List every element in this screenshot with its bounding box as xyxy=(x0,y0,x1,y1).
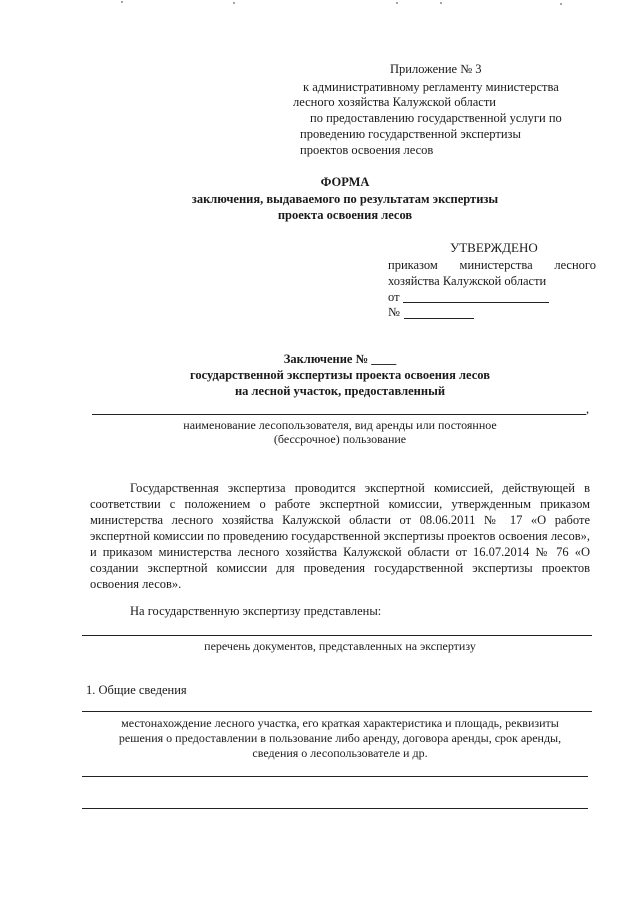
approval-date-field[interactable] xyxy=(403,302,549,303)
licensee-caption: (бессрочное) пользование xyxy=(273,432,407,446)
approval-word: лесного xyxy=(554,258,596,272)
licensee-comma: , xyxy=(586,402,590,416)
conclusion-subtitle: на лесной участок, предоставленный xyxy=(234,384,446,398)
form-subtitle: проекта освоения лесов xyxy=(277,208,413,222)
approval-date-label: от xyxy=(388,290,400,304)
form-title: ФОРМА xyxy=(320,175,370,189)
appendix-line: проведению государственной экспертизы xyxy=(300,127,521,141)
general-info-caption: местонахождение лесного участка, его краткая характеристика и площадь, реквизиты xyxy=(121,716,559,730)
licensee-caption: наименование лесопользователя, вид аренды или постоянное xyxy=(183,418,497,432)
approval-line: хозяйства Калужской области xyxy=(388,274,547,288)
approval-number-field[interactable] xyxy=(404,318,474,319)
conclusion-subtitle: государственной экспертизы проекта освоения лесов xyxy=(190,368,490,382)
general-info-field-2[interactable] xyxy=(82,776,588,777)
approval-word: министерства xyxy=(459,258,533,272)
general-info-field[interactable] xyxy=(82,711,592,712)
approval-line xyxy=(388,258,596,273)
submitted-caption: перечень документов, представленных на экспертизу xyxy=(204,639,476,653)
appendix-title: Приложение № 3 xyxy=(390,62,482,76)
appendix-line: к административному регламенту министерства xyxy=(303,80,559,94)
approval-title: УТВЕРЖДЕНО xyxy=(450,240,538,255)
appendix-line: лесного хозяйства Калужской области xyxy=(293,95,496,109)
submitted-documents-field[interactable] xyxy=(82,635,592,636)
appendix-line: проектов освоения лесов xyxy=(300,143,434,157)
general-info-caption: сведения о лесопользователе и др. xyxy=(252,746,428,760)
form-subtitle: заключения, выдаваемого по результатам экспертизы xyxy=(191,192,499,206)
general-info-caption: решения о предоставлении в пользование либо аренду, договора аренды, срок аренды, xyxy=(118,731,562,745)
approval-word: приказом xyxy=(388,258,438,272)
scan-speck xyxy=(560,3,562,5)
submitted-label: На государственную экспертизу представлены: xyxy=(130,604,382,618)
licensee-field[interactable] xyxy=(92,414,586,415)
appendix-line: по предоставлению государственной услуги по xyxy=(310,111,562,125)
scan-speck xyxy=(121,1,123,3)
approval-number-label: № xyxy=(388,305,400,319)
scan-speck xyxy=(396,2,398,4)
section-title: 1. Общие сведения xyxy=(86,683,187,697)
general-info-field-3[interactable] xyxy=(82,808,588,809)
conclusion-title: Заключение № ____ xyxy=(283,352,397,366)
scan-speck xyxy=(440,2,442,4)
scan-speck xyxy=(233,2,235,4)
expertise-paragraph: Государственная экспертиза проводится экспертной комиссией, действующей в соответствии с положением о работе экспертной комиссии, утвержденным приказом министерства лесного хозяйства Калужской области от 08.06.2011 № 17 «О работе экспертной комиссии по проведению государственной экспертизы проектов освоения лесов», и приказом министерства лесного хозяйства Калужской области от 16.07.2014 № 76 «О создании экспертной комиссии для проведения государственной экспертизы проектов освоения лесов». xyxy=(90,481,590,591)
